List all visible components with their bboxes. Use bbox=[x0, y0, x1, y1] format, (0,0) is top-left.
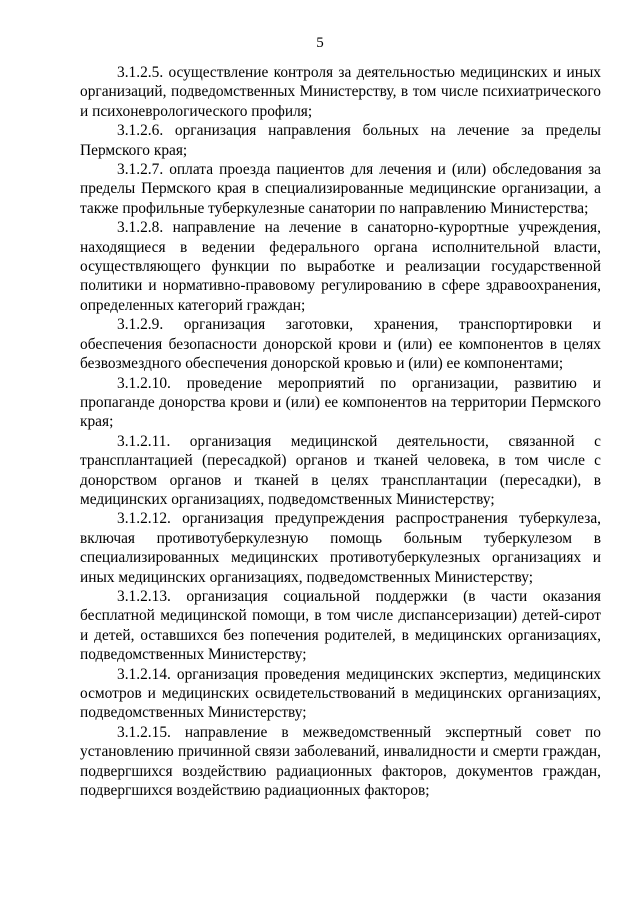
paragraph-3-1-2-5: 3.1.2.5. осуществление контроля за деятельностью медицинских и иных организаций, подведомственных Министерству, в том числе психиатрического и психоневрологического профиля; bbox=[80, 64, 601, 120]
paragraph-3-1-2-12: 3.1.2.12. организация предупреждения распространения туберкулеза, включая противотуберкулезную помощь больным туберкулезом в специализированных медицинских противотуберкулезных организациях и иных медицинских организациях, подведомственных Министерству; bbox=[80, 510, 601, 586]
paragraph-3-1-2-7: 3.1.2.7. оплата проезда пациентов для лечения и (или) обследования за пределы Пермского края в специализированные медицинские организации, а также профильные туберкулезные санатории по направлению Министерства; bbox=[80, 161, 601, 217]
paragraph-3-1-2-9: 3.1.2.9. организация заготовки, хранения, транспортировки и обеспечения безопасности донорской крови и (или) ее компонентов в целях безвозмездного обеспечения донорской кровью и (или) ее компонентами; bbox=[80, 316, 601, 373]
paragraph-3-1-2-10: 3.1.2.10. проведение мероприятий по организации, развитию и пропаганде донорства крови и (или) ее компонентов на территории Пермского края; bbox=[80, 374, 601, 431]
paragraph-3-1-2-8: 3.1.2.8. направление на лечение в санаторно-курортные учреждения, находящиеся в ведении федерального органа исполнительной власти, осуществляющего функции по выработке и реализации государственной политики и нормативно-правовому регулированию в сфере здравоохранения, определенных категорий граждан; bbox=[80, 219, 601, 314]
paragraph-3-1-2-14: 3.1.2.14. организация проведения медицинских экспертиз, медицинских осмотров и медицинских освидетельствований в медицинских организациях, подведомственных Министерству; bbox=[80, 665, 601, 722]
paragraph-3-1-2-13: 3.1.2.13. организация социальной поддержки (в части оказания бесплатной медицинской помощи, в том числе диспансеризации) детей-сирот и детей, оставшихся без попечения родителей, в медицинских организациях, подведомственных Министерству; bbox=[80, 587, 601, 664]
paragraph-3-1-2-15: 3.1.2.15. направление в межведомственный экспертный совет по установлению причинной связи заболеваний, инвалидности и смерти граждан, подвергшихся воздействию радиационных факторов, документов граждан, подвергшихся воздействию радиационных факторов; bbox=[80, 723, 601, 800]
paragraph-3-1-2-11: 3.1.2.11. организация медицинской деятельности, связанной с трансплантацией (пересадкой) органов и тканей человека, в том числе с донорством органов и тканей в целях трансплантации (пересадки), в медицинских организациях, подведомственных Министерству; bbox=[80, 432, 601, 508]
paragraph-3-1-2-6: 3.1.2.6. организация направления больных на лечение за пределы Пермского края; bbox=[80, 122, 601, 159]
document-body bbox=[80, 63, 601, 800]
page-number: 5 bbox=[316, 35, 324, 51]
